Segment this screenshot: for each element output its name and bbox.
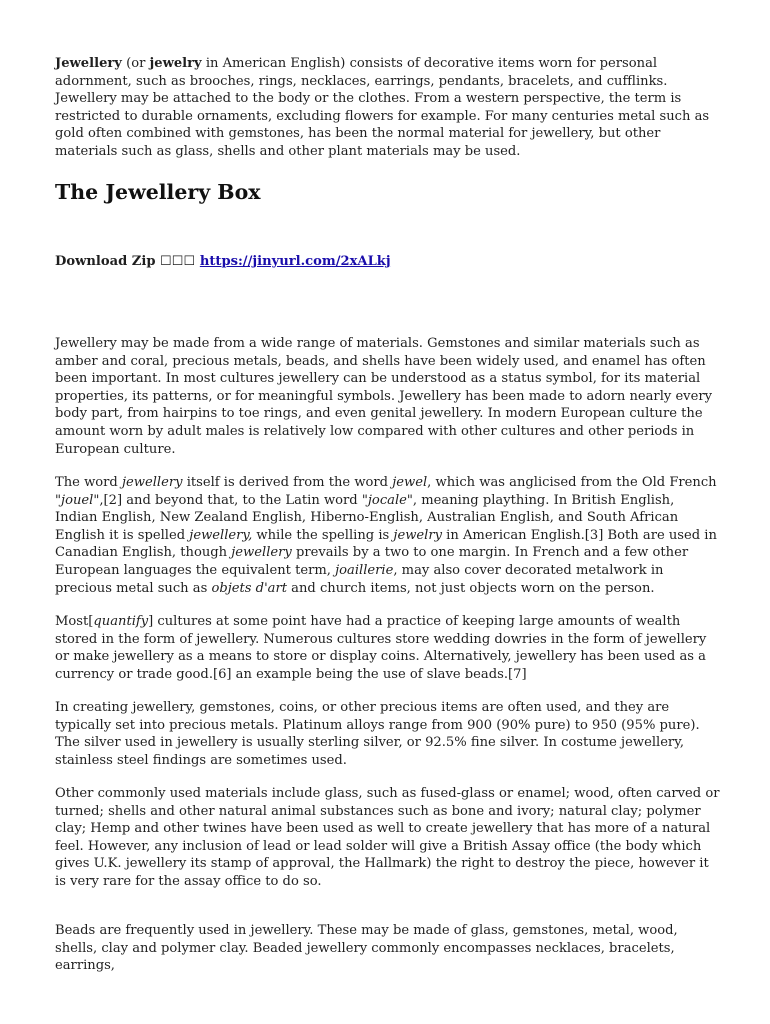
text-run: ] cultures at some point have had a practice of keeping large amounts of wealth stored in the form of jewellery. Numerous cultures store wedding dowries in the form of jewellery or make jewellery as a means to store or display coins. Alternatively, jewellery has been used as a currency or trade good.[6] an example being the use of slave beads.[7] bbox=[55, 614, 707, 682]
italic-term: objets d'art bbox=[211, 580, 287, 596]
italic-term: jewellery bbox=[121, 475, 183, 490]
download-line bbox=[55, 253, 720, 271]
text-run: and church items, not just objects worn on the person. bbox=[287, 580, 655, 596]
paragraph-metals: In creating jewellery, gemstones, coins, or other precious items are often used, and they are typically set into precious metals. Platinum alloys range from 900 (90% pure) to 950 (95% pure). The silver used in jewellery is usually sterling silver, or 92.5% fine silver. In costume jewellery, stainless steel findings are sometimes used. bbox=[55, 700, 700, 768]
intro-term-jewellery: Jewellery bbox=[55, 56, 122, 71]
text-run: while the spelling is bbox=[252, 527, 394, 543]
arrow-glyphs: ☐☐☐ bbox=[160, 254, 196, 269]
download-label: Download Zip bbox=[55, 254, 156, 269]
italic-term: jewellery bbox=[231, 545, 292, 561]
intro-text: in American English) consists of decorative items worn for personal adornment, such as brooches, rings, necklaces, earrings, pendants, bracelets, and cufflinks. Jewellery may be attached to the body or the clothes. From a western perspective, the term is restricted to durable ornaments, excluding flowers for example. For many centuries metal such as gold often combined with gemstones, has been the normal material for jewellery, but other materials such as glass, shells and other plant materials may be used. bbox=[55, 56, 710, 159]
text-run: ",[2] and beyond that, to the Latin word " bbox=[93, 492, 368, 508]
page-title: The Jewellery Box bbox=[55, 180, 261, 204]
italic-term: jouel bbox=[61, 492, 94, 508]
italic-term: quantify bbox=[93, 614, 149, 629]
text-run: in American English.[3] Both are used in Canadian English, though bbox=[55, 527, 717, 561]
intro-paragraph bbox=[55, 55, 720, 161]
text-run: itself is derived from the word bbox=[182, 475, 393, 490]
paragraph-wealth bbox=[55, 613, 720, 683]
italic-term: jewelry bbox=[393, 527, 442, 543]
italic-term: jewel bbox=[392, 475, 428, 490]
paragraph-etymology bbox=[55, 474, 720, 597]
paragraph-materials: Jewellery may be made from a wide range of materials. Gemstones and similar materials such as amber and coral, precious metals, beads, and shells have been widely used, and enamel has often been important. In most cultures jewellery can be understood as a status symbol, for its material properties, its patterns, or for meaningful symbols. Jewellery has been made to adorn nearly every body part, from hairpins to toe rings, and even genital jewellery. In modern European culture the amount worn by adult males is relatively low compared with other cultures and other periods in European culture. bbox=[55, 336, 712, 457]
text-run: ", meaning plaything. In British English, Indian English, New Zealand English, Hiberno-English, Australian English, and South African English it is spelled bbox=[55, 492, 679, 543]
paragraph-other-materials: Other commonly used materials include glass, such as fused-glass or enamel; wood, often carved or turned; shells and other natural animal substances such as bone and ivory; natural clay; polymer clay; Hemp and other twines have been used as well to create jewellery that has more of a natural feel. However, any inclusion of lead or lead solder will give a British Assay office (the body which gives U.K. jewellery its stamp of approval, the Hallmark) the right to destroy the piece, however it is very rare for the assay office to do so. bbox=[55, 786, 720, 889]
text-run: , which was anglicised from the Old French " bbox=[55, 475, 717, 508]
italic-term: joaillerie bbox=[335, 562, 394, 578]
intro-term-jewelry: jewelry bbox=[149, 56, 202, 71]
paragraph-beads: Beads are frequently used in jewellery. These may be made of glass, gemstones, metal, wood, shells, clay and polymer clay. Beaded jewellery commonly encompasses necklaces, bracelets, earrings, bbox=[55, 923, 678, 974]
italic-term: jocale bbox=[367, 492, 407, 508]
text-run: Most[ bbox=[55, 614, 94, 629]
italic-term: jewellery, bbox=[189, 527, 253, 543]
download-link[interactable]: https://jinyurl.com/2xALkj bbox=[199, 254, 391, 269]
text-run: The word bbox=[55, 475, 122, 490]
text-run: prevails by a two to one margin. In French and a few other European languages the equivalent term, bbox=[55, 545, 689, 578]
intro-text: (or bbox=[121, 56, 150, 71]
text-run: , may also cover decorated metalwork in precious metal such as bbox=[55, 562, 664, 596]
